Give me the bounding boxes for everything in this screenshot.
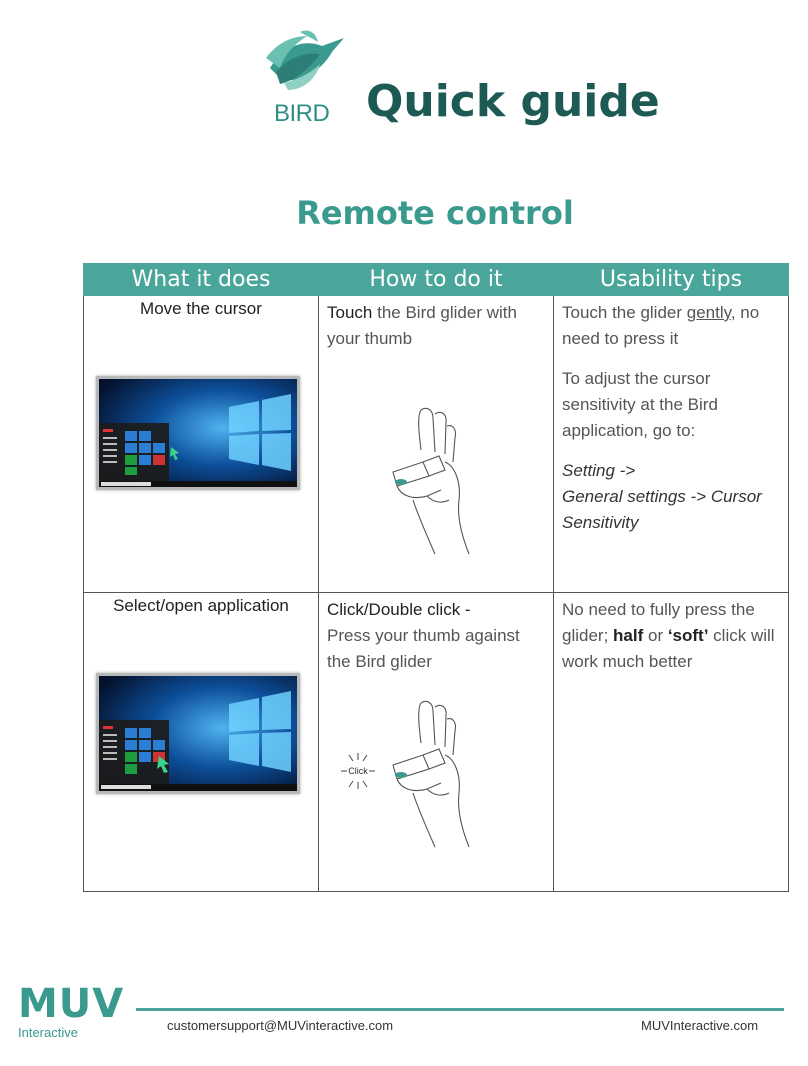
column-header-tips: Usability tips xyxy=(554,264,789,296)
guide-table xyxy=(83,263,789,892)
page-title: Quick guide xyxy=(366,76,660,127)
cell-what xyxy=(84,593,319,892)
footer-divider xyxy=(136,1008,784,1011)
muv-logo xyxy=(18,981,125,1040)
tip-text: , no need to press it xyxy=(562,303,760,348)
hand-click-illustration xyxy=(339,697,479,857)
bird-logo xyxy=(262,28,352,128)
tip-soft: ‘soft’ xyxy=(667,626,709,645)
how-text: Press your thumb against the Bird glider xyxy=(327,626,520,671)
settings-path-2: General settings -> Cursor Sensitivity xyxy=(562,487,762,532)
tip-adjust: To adjust the cursor sensitivity at the Bird application, go to: xyxy=(562,369,718,440)
cell-tips xyxy=(554,296,789,593)
cell-tips xyxy=(554,593,789,892)
table-header-row xyxy=(84,264,789,296)
windows-desktop-screenshot xyxy=(96,673,300,794)
muv-brand: MUV xyxy=(18,981,125,1027)
hand-touch-illustration xyxy=(383,404,479,564)
tip-gentle xyxy=(562,300,782,352)
bird-icon xyxy=(262,28,352,103)
tip-half: half xyxy=(613,626,644,645)
settings-path-1: Setting -> xyxy=(562,461,636,480)
cell-how xyxy=(319,593,554,892)
website-link[interactable]: MUVInteractive.com xyxy=(641,1018,759,1033)
cell-what xyxy=(84,296,319,593)
table-row xyxy=(84,296,789,593)
how-lead: Touch xyxy=(327,303,373,322)
cell-how xyxy=(319,296,554,593)
tip-text: click will work much better xyxy=(562,626,775,671)
how-instructions xyxy=(319,593,553,675)
tip-text: No need to fully press the glider; xyxy=(562,600,755,645)
click-label: Click xyxy=(348,766,368,776)
tip-text: or xyxy=(643,626,668,645)
section-title: Remote control xyxy=(296,194,574,232)
action-label: Move the cursor xyxy=(140,299,262,318)
tip-emphasis: gently xyxy=(686,303,731,322)
usability-tips xyxy=(554,593,788,675)
how-instructions xyxy=(319,296,553,352)
muv-brand-sub: Interactive xyxy=(18,1025,78,1040)
tip-text: Touch the glider xyxy=(562,303,687,322)
column-header-what: What it does xyxy=(84,264,319,296)
action-label: Select/open application xyxy=(113,596,289,615)
column-header-how: How to do it xyxy=(319,264,554,296)
how-text: the Bird glider with your thumb xyxy=(327,303,517,348)
bird-logo-text: BIRD xyxy=(274,100,330,127)
how-lead: Click/Double click - xyxy=(327,600,471,619)
support-email[interactable]: customersupport@MUVinteractive.com xyxy=(167,1018,394,1033)
usability-tips xyxy=(554,296,788,536)
table-row xyxy=(84,593,789,892)
windows-desktop-screenshot xyxy=(96,376,300,490)
